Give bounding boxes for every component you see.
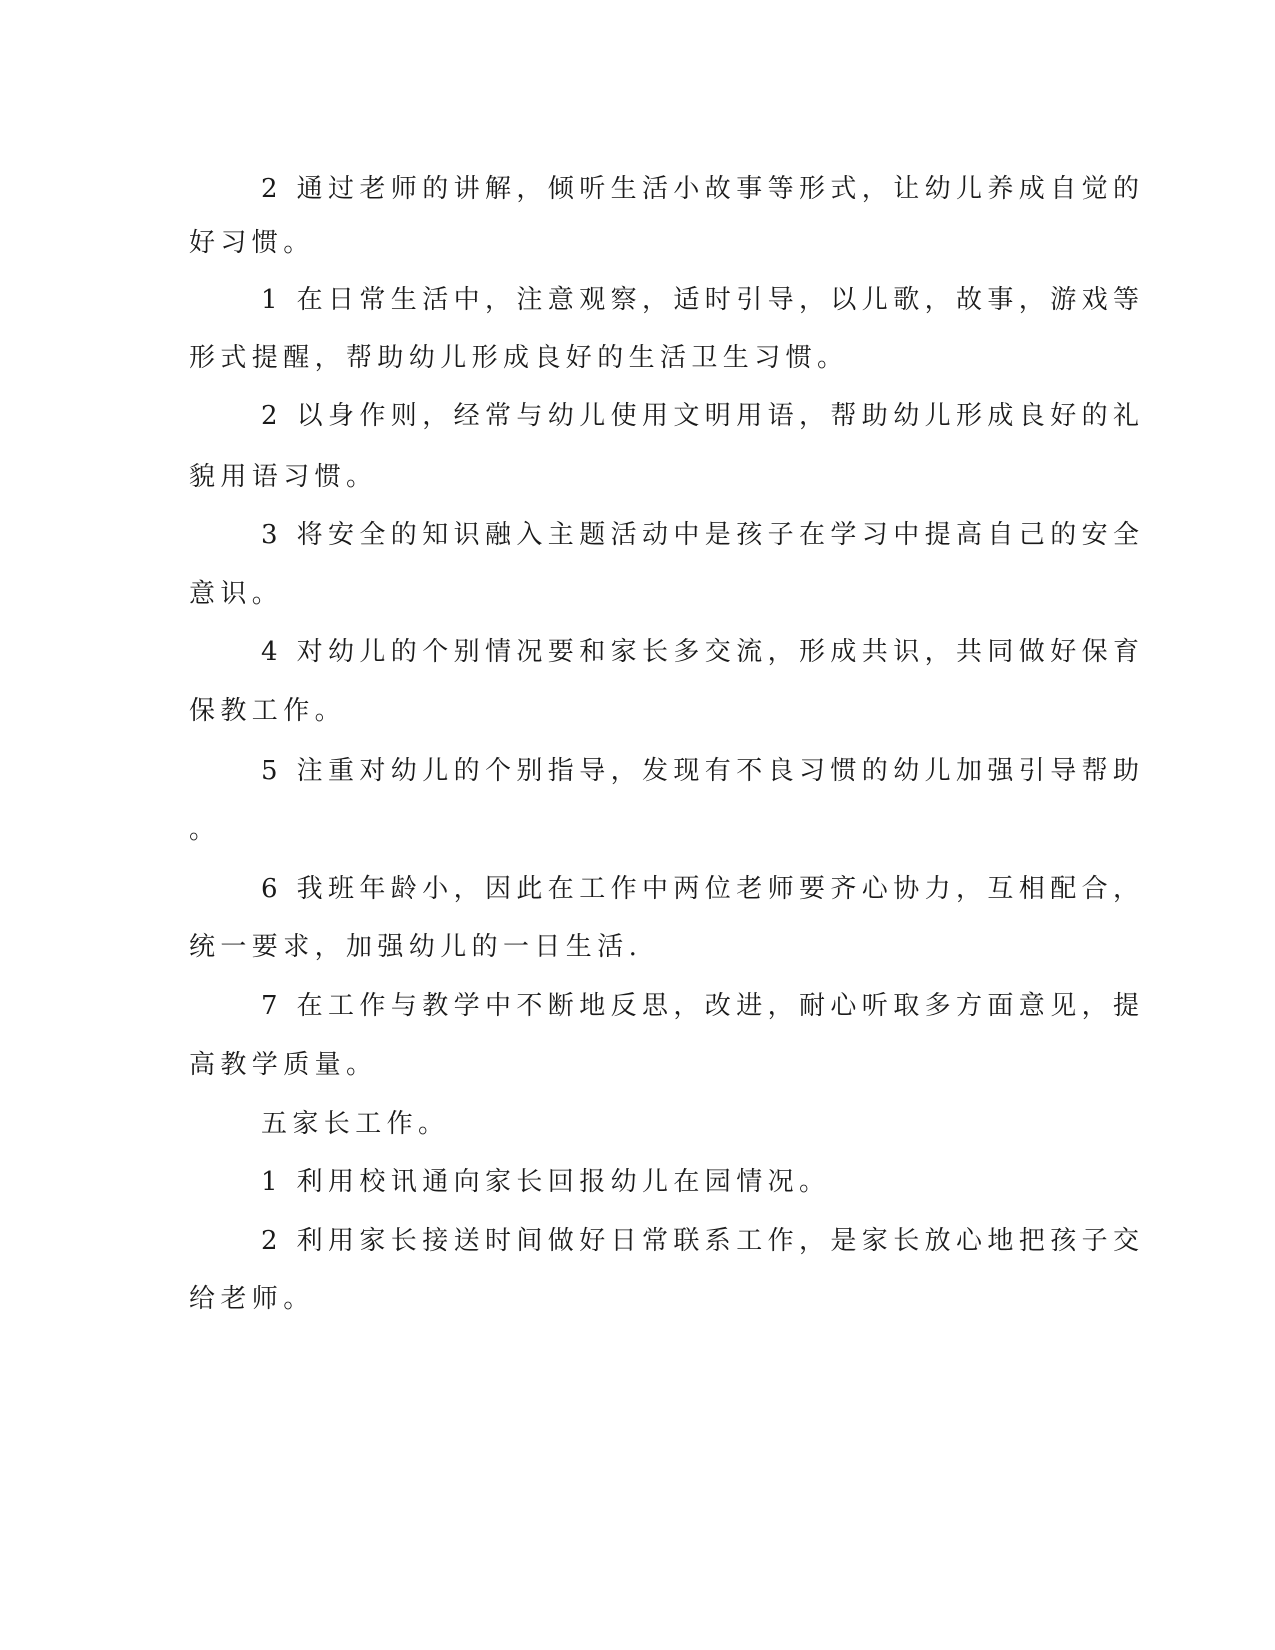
paragraph-line: 统一要求，加强幼儿的一日生活.	[189, 932, 643, 962]
paragraph-line: 1 在日常生活中，注意观察，适时引导，以儿歌，故事，游戏等	[261, 285, 1145, 315]
paragraph-line: 6 我班年龄小，因此在工作中两位老师要齐心协力，互相配合，	[261, 874, 1145, 904]
paragraph-line: 2 利用家长接送时间做好日常联系工作，是家长放心地把孩子交	[261, 1226, 1145, 1256]
paragraph-line: 3 将安全的知识融入主题活动中是孩子在学习中提高自己的安全	[261, 520, 1145, 550]
paragraph-line: 好习惯。	[189, 228, 315, 258]
paragraph-line: 5 注重对幼儿的个别指导，发现有不良习惯的幼儿加强引导帮助	[261, 756, 1145, 786]
paragraph-line: 2 以身作则，经常与幼儿使用文明用语，帮助幼儿形成良好的礼	[261, 401, 1145, 431]
paragraph-line: 1 利用校讯通向家长回报幼儿在园情况。	[261, 1167, 831, 1197]
paragraph-line: 意识。	[189, 579, 284, 609]
paragraph-line: 貌用语习惯。	[189, 462, 378, 492]
paragraph-line: 7 在工作与教学中不断地反思，改进，耐心听取多方面意见，提	[261, 991, 1145, 1021]
paragraph-line: 。	[189, 815, 221, 845]
paragraph-line: 4 对幼儿的个别情况要和家长多交流，形成共识，共同做好保育	[261, 637, 1145, 667]
paragraph-line: 形式提醒，帮助幼儿形成良好的生活卫生习惯。	[189, 343, 849, 373]
paragraph-line: 给老师。	[189, 1284, 315, 1314]
paragraph-line: 保教工作。	[189, 696, 347, 726]
section-heading: 五家长工作。	[261, 1109, 450, 1139]
paragraph-line: 2 通过老师的讲解，倾听生活小故事等形式，让幼儿养成自觉的	[261, 174, 1145, 204]
paragraph-line: 高教学质量。	[189, 1050, 378, 1080]
